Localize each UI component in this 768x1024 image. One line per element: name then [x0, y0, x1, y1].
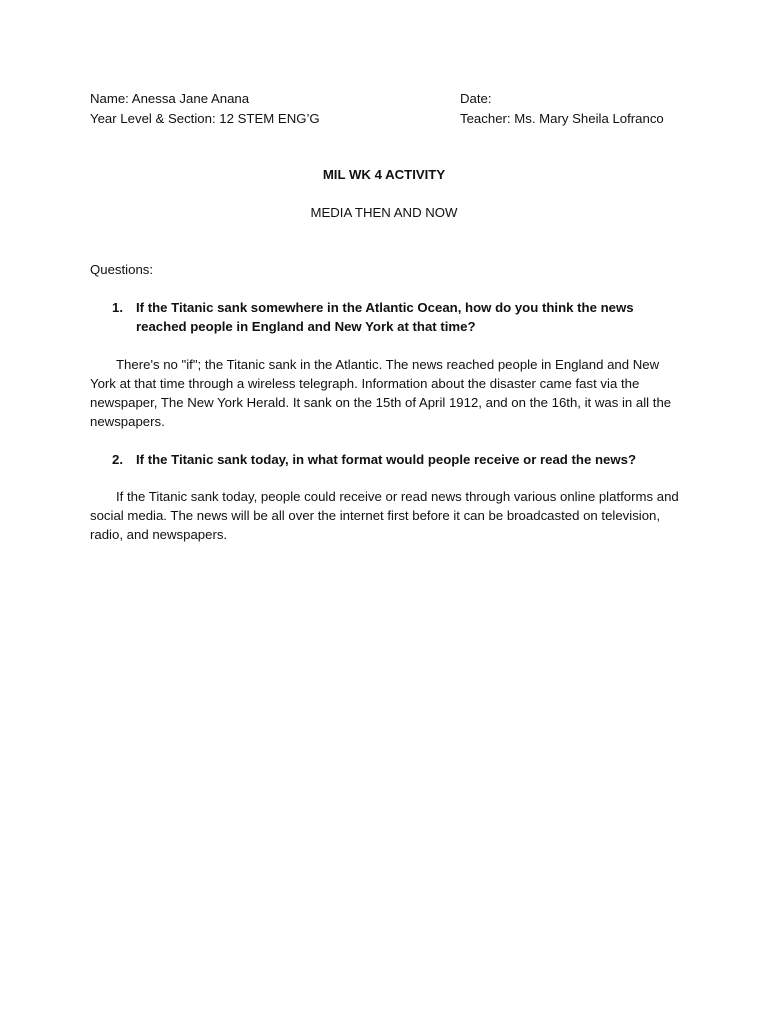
date-label: Date: — [460, 91, 492, 106]
header-row-1 — [90, 91, 690, 111]
question-text: If the Titanic sank somewhere in the Atlantic Ocean, how do you think the news reached people in England and New York at that time? — [136, 300, 634, 334]
question-1 — [112, 298, 672, 336]
student-name: Name: Anessa Jane Anana — [90, 91, 250, 106]
document-title: MIL WK 4 ACTIVITY — [322, 167, 446, 182]
year-level-section: Year Level & Section: 12 STEM ENG’G — [90, 111, 320, 126]
teacher-name: Teacher: Ms. Mary Sheila Lofranco — [460, 111, 664, 126]
question-number: 2. — [112, 452, 123, 467]
question-number: 1. — [112, 300, 123, 315]
question-text: If the Titanic sank today, in what format would people receive or read the news? — [136, 452, 637, 467]
question-2 — [112, 450, 672, 469]
header-row-2 — [90, 111, 690, 131]
document-subtitle: MEDIA THEN AND NOW — [310, 205, 458, 220]
answer-1: There's no "if"; the Titanic sank in the Atlantic. The news reached people in England and New York at that time through a wireless telegraph. Information about the disaster came fast via the newspaper, The New York Herald. It sank on the 15th of April 1912, and on the 16th, it was in all the newspapers. — [90, 357, 672, 429]
answer-2: If the Titanic sank today, people could receive or read news through various online platforms and social media. The news will be all over the internet first before it can be broadcasted on television, radio, and newspapers. — [90, 489, 679, 542]
questions-label: Questions: — [90, 262, 154, 277]
